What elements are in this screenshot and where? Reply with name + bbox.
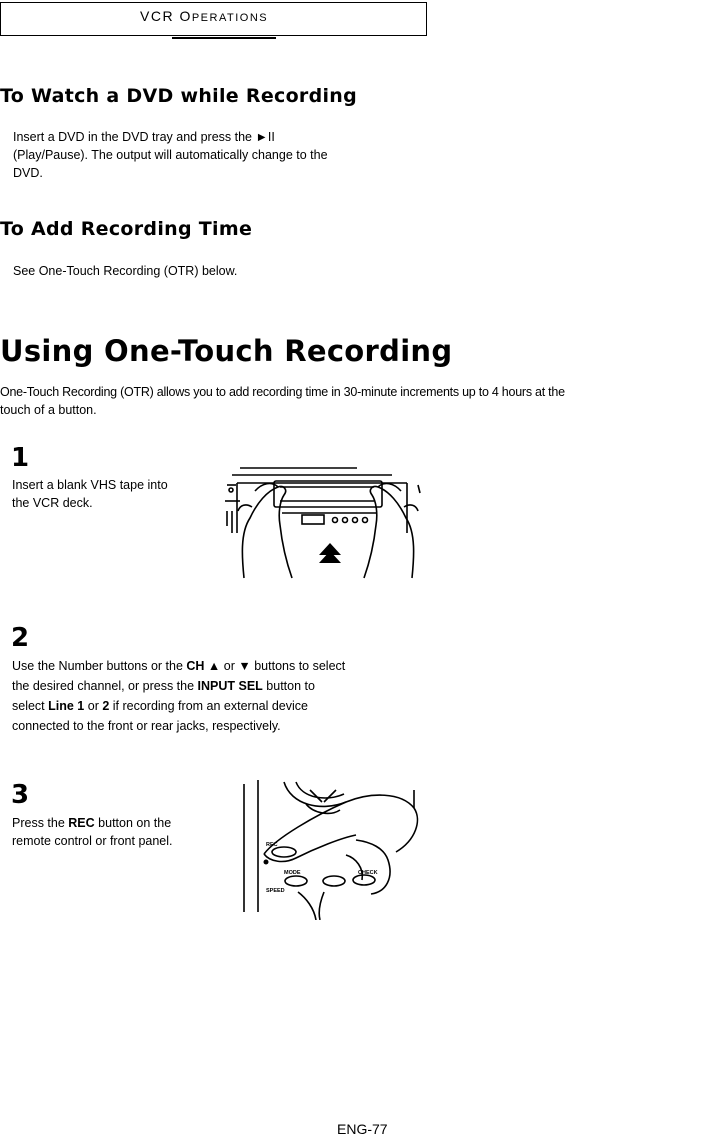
step-2-line-3: select Line 1 or 2 if recording from an external device xyxy=(12,699,308,713)
step-2-line-2: the desired channel, or press the INPUT SEL button to xyxy=(12,679,315,693)
remote-rec-press-illustration xyxy=(236,780,426,920)
section-header-title: VCR OPERATIONS xyxy=(140,8,269,24)
vcr-tape-insert-illustration xyxy=(222,463,422,583)
step-3-number: 3 xyxy=(11,780,30,810)
otr-intro-line-1: One-Touch Recording (OTR) allows you to add recording time in 30-minute increments up to 4 hours at the xyxy=(0,385,565,399)
otr-heading: Using One-Touch Recording xyxy=(0,334,453,368)
remote-mode-label: MODE xyxy=(284,870,301,876)
step-1-number: 1 xyxy=(11,443,30,473)
remote-check-label: CHECK xyxy=(358,870,378,876)
step-3-line-2: remote control or front panel. xyxy=(12,834,173,848)
page-number: ENG-77 xyxy=(337,1121,388,1137)
watch-dvd-heading: To Watch a DVD while Recording xyxy=(0,85,358,107)
watch-dvd-line-3: DVD. xyxy=(13,166,43,180)
remote-speed-label: SPEED xyxy=(266,888,285,894)
watch-dvd-line-1: Insert a DVD in the DVD tray and press the ►II xyxy=(13,130,275,144)
step-1-line-2: the VCR deck. xyxy=(12,496,93,510)
step-3-line-1: Press the REC button on the xyxy=(12,816,172,830)
watch-dvd-line-2: (Play/Pause). The output will automatically change to the xyxy=(13,148,328,162)
step-2-line-1: Use the Number buttons or the CH ▲ or ▼ buttons to select xyxy=(12,659,346,673)
remote-rec-label: REC xyxy=(266,842,278,848)
remote-rec-dot-icon xyxy=(264,860,269,865)
step-1-line-1: Insert a blank VHS tape into xyxy=(12,478,168,492)
otr-intro-line-2: touch of a button. xyxy=(0,403,97,417)
step-2-number: 2 xyxy=(11,623,30,653)
header-underline xyxy=(172,37,276,39)
step-2-line-4: connected to the front or rear jacks, respectively. xyxy=(12,719,281,733)
add-time-body: See One-Touch Recording (OTR) below. xyxy=(13,264,238,278)
add-time-heading: To Add Recording Time xyxy=(0,218,253,240)
